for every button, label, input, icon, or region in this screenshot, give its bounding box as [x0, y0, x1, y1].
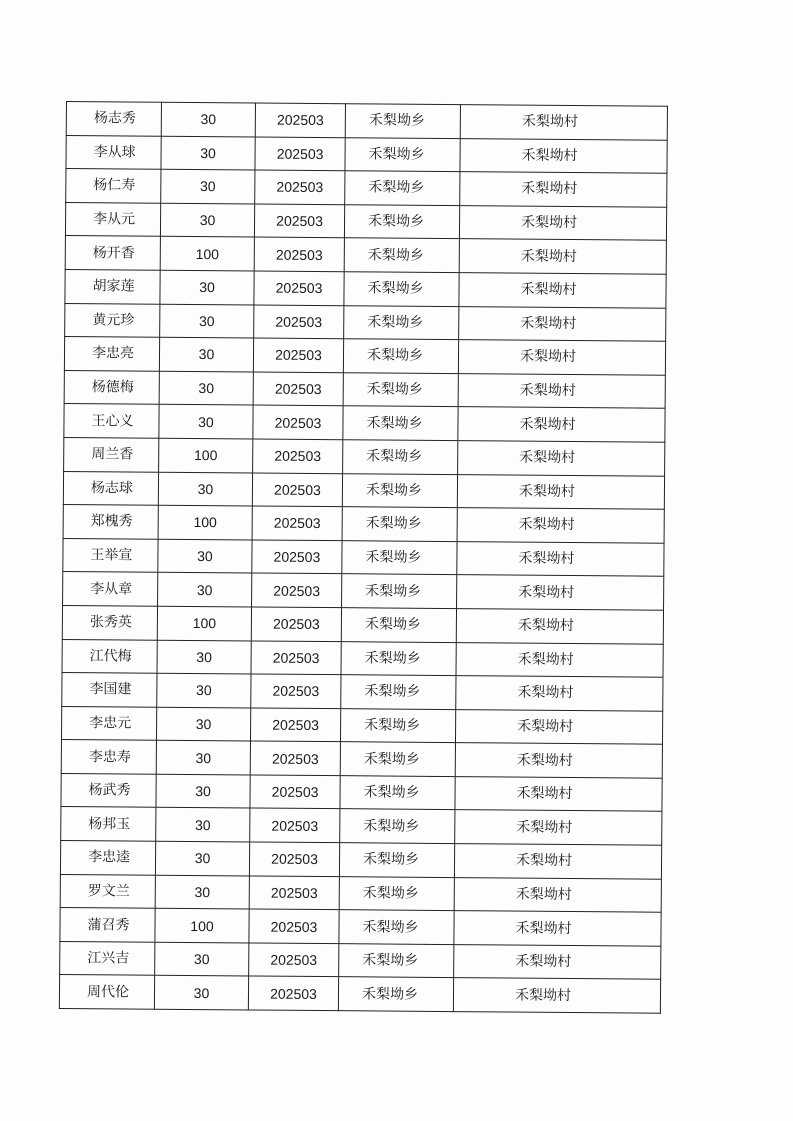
- amount-cell: 30: [157, 640, 251, 674]
- amount-cell: 30: [155, 942, 249, 976]
- township-cell: 禾梨坳乡: [339, 910, 454, 944]
- name-cell: 李忠亮: [64, 337, 159, 371]
- table-row: [66, 102, 667, 140]
- village-cell: 禾梨坳村: [456, 608, 663, 643]
- amount-cell: 100: [160, 237, 254, 271]
- table-body: [59, 102, 667, 1014]
- township-cell: 禾梨坳乡: [342, 574, 457, 608]
- period-cell: 202503: [251, 640, 341, 674]
- township-cell: 禾梨坳乡: [338, 977, 453, 1011]
- name-cell: 杨志秀: [66, 102, 161, 136]
- period-cell: 202503: [254, 305, 344, 339]
- name-cell: 王举宣: [63, 538, 158, 572]
- amount-cell: 30: [155, 841, 249, 875]
- village-cell: 禾梨坳村: [457, 474, 664, 509]
- amount-cell: 100: [159, 438, 253, 472]
- name-cell: 李忠逵: [60, 841, 155, 875]
- village-cell: 禾梨坳村: [459, 306, 666, 341]
- village-cell: 禾梨坳村: [455, 743, 662, 778]
- amount-cell: 100: [158, 505, 252, 539]
- name-cell: 江代梅: [62, 639, 157, 673]
- township-cell: 禾梨坳乡: [340, 708, 455, 742]
- village-cell: 禾梨坳村: [455, 810, 662, 845]
- township-cell: 禾梨坳乡: [339, 843, 454, 877]
- township-cell: 禾梨坳乡: [343, 372, 458, 406]
- name-cell: 李从球: [66, 135, 161, 169]
- amount-cell: 30: [156, 707, 250, 741]
- period-cell: 202503: [249, 943, 339, 977]
- table-row: [61, 740, 662, 778]
- township-cell: 禾梨坳乡: [344, 238, 459, 272]
- period-cell: 202503: [252, 573, 342, 607]
- period-cell: 202503: [251, 674, 341, 708]
- table-row: [63, 471, 664, 509]
- period-cell: 202503: [250, 808, 340, 842]
- amount-cell: 30: [160, 304, 254, 338]
- amount-cell: 100: [155, 908, 249, 942]
- village-cell: 禾梨坳村: [460, 138, 667, 173]
- township-cell: 禾梨坳乡: [344, 305, 459, 339]
- amount-cell: 30: [160, 203, 254, 237]
- table-row: [60, 908, 661, 946]
- table-row: [65, 303, 666, 341]
- village-cell: 禾梨坳村: [456, 676, 663, 711]
- table-row: [62, 639, 663, 677]
- table-row: [61, 773, 662, 811]
- village-cell: 禾梨坳村: [458, 340, 665, 375]
- village-cell: 禾梨坳村: [460, 172, 667, 207]
- period-cell: 202503: [255, 103, 345, 137]
- period-cell: 202503: [255, 170, 345, 204]
- township-cell: 禾梨坳乡: [344, 272, 459, 306]
- table-row: [62, 673, 663, 711]
- period-cell: 202503: [251, 607, 341, 641]
- period-cell: 202503: [249, 876, 339, 910]
- table-row: [61, 807, 662, 845]
- period-cell: 202503: [254, 237, 344, 271]
- village-cell: 禾梨坳村: [458, 441, 665, 476]
- township-cell: 禾梨坳乡: [342, 473, 457, 507]
- township-cell: 禾梨坳乡: [343, 406, 458, 440]
- period-cell: 202503: [253, 405, 343, 439]
- amount-cell: 30: [159, 405, 253, 439]
- township-cell: 禾梨坳乡: [341, 641, 456, 675]
- table-row: [64, 437, 665, 475]
- village-cell: 禾梨坳村: [457, 508, 664, 543]
- township-cell: 禾梨坳乡: [343, 440, 458, 474]
- name-cell: 罗文兰: [60, 874, 155, 908]
- village-cell: 禾梨坳村: [455, 776, 662, 811]
- amount-cell: 30: [161, 169, 255, 203]
- village-cell: 禾梨坳村: [458, 373, 665, 408]
- amount-cell: 30: [156, 774, 250, 808]
- name-cell: 杨仁寿: [66, 169, 161, 203]
- period-cell: 202503: [252, 506, 342, 540]
- township-cell: 禾梨坳乡: [339, 876, 454, 910]
- period-cell: 202503: [250, 775, 340, 809]
- amount-cell: 30: [155, 875, 249, 909]
- township-cell: 禾梨坳乡: [340, 809, 455, 843]
- table-row: [63, 572, 664, 610]
- village-cell: 禾梨坳村: [459, 205, 666, 240]
- township-cell: 禾梨坳乡: [340, 776, 455, 810]
- name-cell: 胡家莲: [65, 269, 160, 303]
- amount-cell: 30: [161, 102, 255, 136]
- period-cell: 202503: [254, 204, 344, 238]
- table-row: [60, 841, 661, 879]
- table-row: [66, 135, 667, 173]
- name-cell: 李忠寿: [61, 740, 156, 774]
- period-cell: 202503: [254, 271, 344, 305]
- table-row: [62, 605, 663, 643]
- table-row: [63, 505, 664, 543]
- amount-cell: 30: [158, 539, 252, 573]
- amount-cell: 30: [159, 337, 253, 371]
- name-cell: 周兰香: [64, 437, 159, 471]
- name-cell: 杨德梅: [64, 370, 159, 404]
- name-cell: 王心义: [64, 404, 159, 438]
- table-row: [60, 874, 661, 912]
- table-row: [63, 538, 664, 576]
- period-cell: 202503: [252, 473, 342, 507]
- name-cell: 蒲召秀: [60, 908, 155, 942]
- township-cell: 禾梨坳乡: [344, 204, 459, 238]
- township-cell: 禾梨坳乡: [343, 339, 458, 373]
- name-cell: 杨武秀: [61, 773, 156, 807]
- township-cell: 禾梨坳乡: [345, 137, 460, 171]
- name-cell: 李从章: [63, 572, 158, 606]
- name-cell: 江兴吉: [60, 941, 155, 975]
- name-cell: 郑槐秀: [63, 505, 158, 539]
- village-cell: 禾梨坳村: [457, 575, 664, 610]
- table-row: [65, 202, 666, 240]
- table-row: [59, 975, 660, 1013]
- name-cell: 杨邦玉: [61, 807, 156, 841]
- subsidy-table: [59, 101, 668, 1014]
- name-cell: 李忠元: [61, 706, 156, 740]
- name-cell: 张秀英: [62, 605, 157, 639]
- period-cell: 202503: [250, 741, 340, 775]
- name-cell: 杨开香: [65, 236, 160, 270]
- table-row: [66, 169, 667, 207]
- table-row: [60, 941, 661, 979]
- period-cell: 202503: [250, 708, 340, 742]
- township-cell: 禾梨坳乡: [345, 104, 460, 138]
- table-row: [64, 370, 665, 408]
- village-cell: 禾梨坳村: [453, 978, 660, 1013]
- village-cell: 禾梨坳村: [459, 273, 666, 308]
- amount-cell: 30: [161, 136, 255, 170]
- table-row: [65, 236, 666, 274]
- table-row: [65, 269, 666, 307]
- period-cell: 202503: [253, 338, 343, 372]
- village-cell: 禾梨坳村: [459, 239, 666, 274]
- village-cell: 禾梨坳村: [454, 844, 661, 879]
- name-cell: 李从元: [65, 202, 160, 236]
- township-cell: 禾梨坳乡: [342, 507, 457, 541]
- period-cell: 202503: [248, 976, 338, 1010]
- period-cell: 202503: [253, 439, 343, 473]
- village-cell: 禾梨坳村: [457, 541, 664, 576]
- village-cell: 禾梨坳村: [454, 911, 661, 946]
- table-row: [64, 337, 665, 375]
- township-cell: 禾梨坳乡: [345, 171, 460, 205]
- village-cell: 禾梨坳村: [460, 105, 667, 140]
- township-cell: 禾梨坳乡: [341, 675, 456, 709]
- amount-cell: 30: [154, 976, 248, 1010]
- amount-cell: 30: [159, 371, 253, 405]
- amount-cell: 30: [156, 741, 250, 775]
- name-cell: 李国建: [62, 673, 157, 707]
- period-cell: 202503: [252, 540, 342, 574]
- village-cell: 禾梨坳村: [454, 877, 661, 912]
- village-cell: 禾梨坳村: [454, 944, 661, 979]
- amount-cell: 30: [158, 472, 252, 506]
- period-cell: 202503: [255, 137, 345, 171]
- amount-cell: 30: [160, 270, 254, 304]
- amount-cell: 30: [156, 808, 250, 842]
- amount-cell: 100: [157, 606, 251, 640]
- amount-cell: 30: [158, 573, 252, 607]
- village-cell: 禾梨坳村: [456, 642, 663, 677]
- period-cell: 202503: [253, 372, 343, 406]
- village-cell: 禾梨坳村: [458, 407, 665, 442]
- name-cell: 黄元珍: [65, 303, 160, 337]
- name-cell: 杨志球: [63, 471, 158, 505]
- township-cell: 禾梨坳乡: [339, 944, 454, 978]
- village-cell: 禾梨坳村: [455, 709, 662, 744]
- period-cell: 202503: [249, 909, 339, 943]
- township-cell: 禾梨坳乡: [342, 540, 457, 574]
- table-row: [61, 706, 662, 744]
- table-row: [64, 404, 665, 442]
- period-cell: 202503: [249, 842, 339, 876]
- township-cell: 禾梨坳乡: [341, 608, 456, 642]
- township-cell: 禾梨坳乡: [340, 742, 455, 776]
- name-cell: 周代伦: [59, 975, 154, 1009]
- amount-cell: 30: [157, 673, 251, 707]
